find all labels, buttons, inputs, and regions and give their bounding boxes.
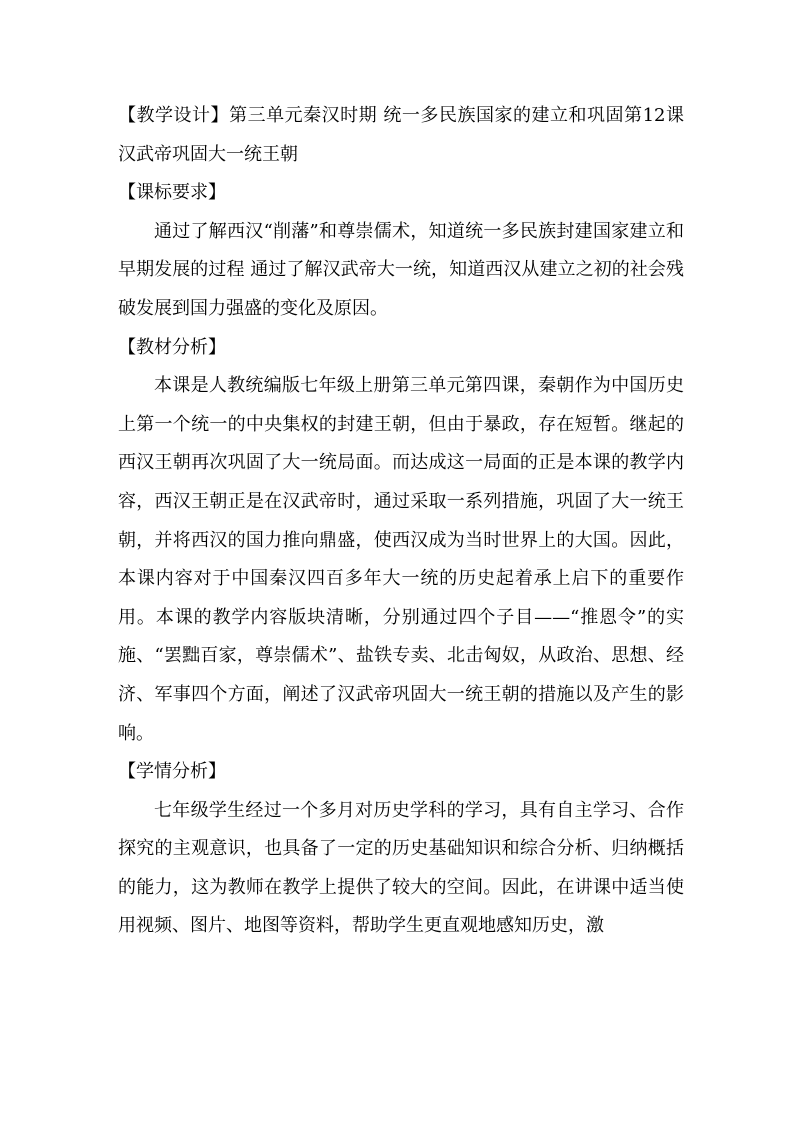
section-body-students: 七年级学生经过一个多月对历史学科的学习，具有自主学习、合作探究的主观意识，也具备了一定的历史基础知识和综合分析、归纳概括的能力，这为教师在教学上提供了较大的空间。因此，在讲课中适当使用视频、图片、地图等资料，帮助学生更直观地感知历史，激: [118, 799, 684, 937]
section-heading-curriculum: 【课标要求】: [118, 182, 226, 204]
document-title: 【教学设计】第三单元秦汉时期 统一多民族国家的建立和巩固第12课汉武帝巩固大一统王朝: [118, 105, 684, 165]
section-body-curriculum: 通过了解西汉“削藩”和尊崇儒术，知道统一多民族封建国家建立和早期发展的过程 通过了解汉武帝大一统，知道西汉从建立之初的社会残破发展到国力强盛的变化及原因。: [118, 220, 684, 319]
section-heading-textbook: 【教材分析】: [118, 336, 226, 358]
document-content: [118, 97, 684, 946]
section-body-textbook: 本课是人教统编版七年级上册第三单元第四课，秦朝作为中国历史上第一个统一的中央集权的封建王朝，但由于暴政，存在短暂。继起的西汉王朝再次巩固了大一统局面。而达成这一局面的正是本课的教学内容，西汉王朝正是在汉武帝时，通过采取一系列措施，巩固了大一统王朝，并将西汉的国力推向鼎盛，使西汉成为当时世界上的大国。因此，本课内容对于中国秦汉四百多年大一统的历史起着承上启下的重要作用。本课的教学内容版块清晰，分别通过四个子目——“推恩令”的实施、“罢黜百家，尊崇儒术”、盐铁专卖、北击匈奴，从政治、思想、经济、军事四个方面，阐述了汉武帝巩固大一统王朝的措施以及产生的影响。: [118, 375, 684, 744]
section-heading-students: 【学情分析】: [118, 761, 226, 783]
